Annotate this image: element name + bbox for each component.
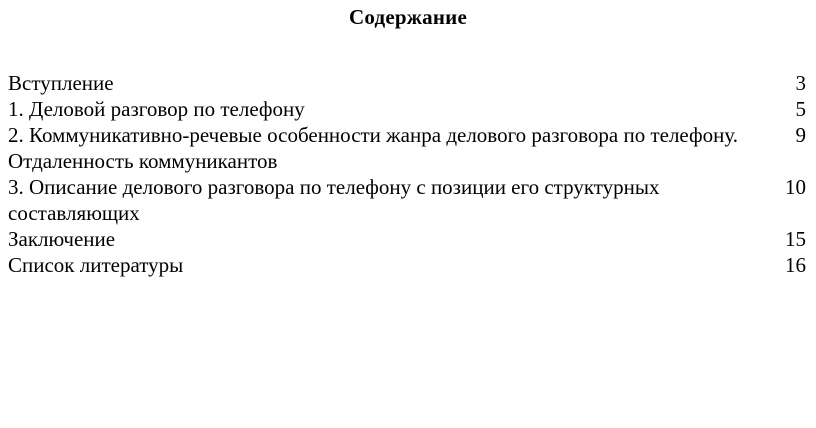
toc-entry-chapter-3 [8, 174, 808, 226]
toc-entry-page-number: 3 [795, 71, 806, 95]
toc-entry-text: 1. Деловой разговор по телефону [8, 97, 305, 121]
toc-title: Содержание [349, 5, 467, 29]
toc-entry-text: Список литературы [8, 253, 184, 277]
toc-entry-text: 3. Описание делового разговора по телефону с позиции его структурных составляющих [8, 175, 660, 225]
toc-entry-text: Вступление [8, 71, 114, 95]
toc-entry-chapter-2 [8, 122, 808, 174]
toc-entry-page-number: 15 [785, 227, 806, 251]
toc-entry-text: Заключение [8, 227, 116, 251]
toc-entry-page-number: 10 [785, 175, 806, 199]
toc-entry-page-number: 5 [795, 97, 806, 121]
toc-entry-bibliography [8, 252, 808, 278]
toc-entry-introduction [8, 70, 808, 96]
toc-entry-page-number: 16 [785, 253, 806, 277]
toc-entry-page-number: 9 [795, 123, 806, 147]
toc-entry-conclusion [8, 226, 808, 252]
toc-entry-chapter-1 [8, 96, 808, 122]
table-of-contents [8, 70, 808, 278]
toc-entry-text: 2. Коммуникативно-речевые особенности жанра делового разговора по телефону. Отдаленность коммуникантов [8, 123, 738, 173]
